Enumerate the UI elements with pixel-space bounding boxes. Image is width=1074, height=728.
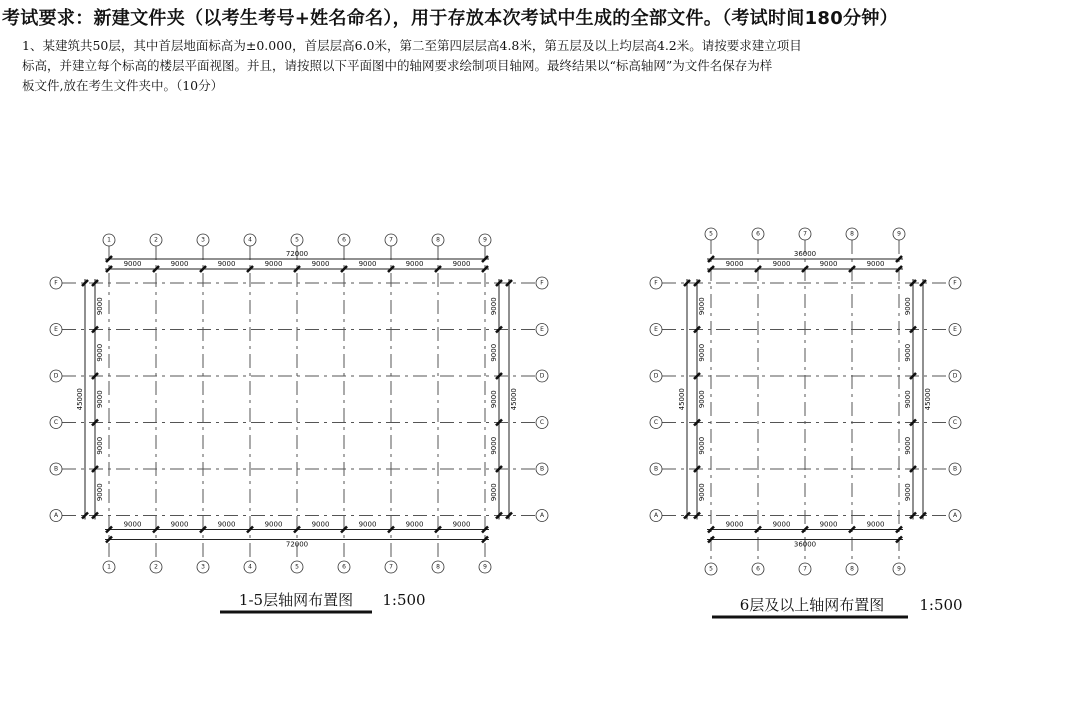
- axis-label: 3: [201, 236, 205, 244]
- bay-dimension-label: 9000: [311, 520, 330, 529]
- bay-dimension-label: 9000: [866, 520, 885, 529]
- axis-label: A: [53, 512, 59, 519]
- axis-label: 5: [709, 230, 713, 238]
- axis-label: 6: [342, 563, 346, 571]
- bay-dimension-label: 9000: [452, 260, 471, 268]
- axis-label: 9: [897, 230, 901, 238]
- bay-dimension-label: 9000: [170, 260, 189, 268]
- bay-dimension-label: 9000: [96, 343, 104, 362]
- bay-dimension-label: 9000: [904, 483, 912, 502]
- bay-dimension-label: 9000: [405, 520, 424, 529]
- bay-dimension-label: 9000: [490, 436, 498, 455]
- bay-dimension-label: 9000: [96, 297, 104, 316]
- bay-dimension-label: 9000: [405, 260, 424, 268]
- axis-label: E: [540, 326, 544, 333]
- bay-dimension-label: 9000: [904, 297, 912, 316]
- axis-label: 4: [248, 563, 252, 571]
- axis-label: 6: [756, 565, 760, 573]
- axis-label: A: [952, 512, 958, 519]
- bay-dimension-label: 9000: [96, 483, 104, 502]
- axis-label: 1: [107, 563, 111, 571]
- axis-label: 4: [248, 236, 252, 244]
- exam-requirements-title: 考试要求：新建文件夹（以考生考号+姓名命名），用于存放本次考试中生成的全部文件。（考试时间180分钟）: [2, 8, 898, 29]
- bay-dimension-label: 9000: [772, 520, 791, 529]
- axis-label: E: [953, 326, 957, 333]
- bay-dimension-label: 9000: [490, 343, 498, 362]
- bay-dimension-label: 9000: [123, 520, 142, 529]
- axis-label: 7: [803, 230, 807, 238]
- axis-label: D: [539, 372, 545, 380]
- bay-dimension-label: 9000: [96, 390, 104, 409]
- axis-label: 6: [342, 236, 346, 244]
- axis-label: 5: [295, 563, 299, 571]
- bay-dimension-label: 9000: [123, 260, 142, 268]
- axis-label: B: [53, 465, 59, 473]
- axis-label: E: [654, 326, 658, 333]
- axis-label: D: [53, 372, 59, 380]
- bay-dimension-label: 9000: [819, 260, 838, 268]
- question-line-2: 标高，并建立每个标高的楼层平面视图。并且，请按照以下平面图中的轴网要求绘制项目轴网。最终结果以“标高轴网”为文件名保存为样: [22, 58, 773, 73]
- bay-dimension-label: 9000: [819, 520, 838, 529]
- total-dimension-label: 45000: [924, 388, 932, 411]
- total-dimension-label: 45000: [510, 388, 518, 411]
- total-dimension-label: 45000: [76, 388, 84, 411]
- bay-dimension-label: 9000: [772, 260, 791, 268]
- axis-label: 8: [436, 236, 440, 244]
- axis-label: 8: [850, 565, 854, 573]
- axis-label: C: [539, 419, 545, 426]
- axis-label: D: [653, 372, 659, 380]
- axis-label: 7: [389, 563, 393, 571]
- bay-dimension-label: 9000: [264, 520, 283, 529]
- total-dimension-label: 72000: [285, 250, 309, 258]
- bay-dimension-label: 9000: [311, 260, 330, 268]
- bay-dimension-label: 9000: [698, 390, 706, 409]
- bay-dimension-label: 9000: [490, 297, 498, 316]
- axis-label: E: [54, 326, 58, 333]
- axis-label: 5: [709, 565, 713, 573]
- plan1-grid: [50, 234, 548, 612]
- bay-dimension-label: 9000: [264, 260, 283, 268]
- bay-dimension-label: 9000: [452, 520, 471, 529]
- bay-dimension-label: 9000: [170, 520, 189, 529]
- axis-label: 1: [107, 236, 111, 244]
- plan2-caption: 6层及以上轴网布置图: [739, 596, 885, 614]
- total-dimension-label: 36000: [793, 540, 817, 549]
- axis-label: 7: [389, 236, 393, 244]
- axis-label: 8: [850, 230, 854, 238]
- axis-label: A: [653, 512, 659, 519]
- bay-dimension-label: 9000: [698, 483, 706, 502]
- axis-label: 9: [483, 563, 487, 571]
- plan1-caption: 1-5层轴网布置图: [238, 591, 354, 609]
- axis-label: 9: [897, 565, 901, 573]
- bay-dimension-label: 9000: [698, 436, 706, 455]
- axis-label: 2: [154, 563, 158, 571]
- axis-label: F: [953, 279, 957, 287]
- bay-dimension-label: 9000: [96, 436, 104, 455]
- axis-label: F: [54, 279, 58, 287]
- bay-dimension-label: 9000: [725, 520, 744, 529]
- bay-dimension-label: 9000: [217, 260, 236, 268]
- bay-dimension-label: 9000: [698, 343, 706, 362]
- axis-label: 8: [436, 563, 440, 571]
- plan2-grid: [650, 228, 963, 617]
- bay-dimension-label: 9000: [866, 260, 885, 268]
- axis-label: 9: [483, 236, 487, 244]
- axis-label: B: [952, 465, 958, 473]
- bay-dimension-label: 9000: [217, 520, 236, 529]
- axis-label: 3: [201, 563, 205, 571]
- bay-dimension-label: 9000: [904, 390, 912, 409]
- question-line-1: 1、某建筑共50层，其中首层地面标高为±0.000，首层层高6.0米，第二至第四层层高4.8米，第五层及以上均层高4.2米。请按要求建立项目: [22, 38, 802, 53]
- axis-label: A: [539, 512, 545, 519]
- bay-dimension-label: 9000: [698, 297, 706, 316]
- axis-label: C: [53, 419, 59, 426]
- bay-dimension-label: 9000: [904, 436, 912, 455]
- plan1-scale: 1:500: [382, 591, 426, 609]
- plan2-scale: 1:500: [919, 596, 963, 614]
- total-dimension-label: 45000: [678, 388, 686, 411]
- question-line-3: 板文件,放在考生文件夹中。（10分）: [22, 78, 224, 93]
- axis-label: F: [654, 279, 658, 287]
- axis-label: C: [952, 419, 958, 426]
- total-dimension-label: 36000: [793, 250, 817, 258]
- bay-dimension-label: 9000: [725, 260, 744, 268]
- axis-label: D: [952, 372, 958, 380]
- bay-dimension-label: 9000: [490, 390, 498, 409]
- bay-dimension-label: 9000: [904, 343, 912, 362]
- axis-label: B: [539, 465, 545, 473]
- total-dimension-label: 72000: [285, 540, 309, 549]
- axis-label: B: [653, 465, 659, 473]
- bay-dimension-label: 9000: [358, 260, 377, 268]
- axis-label: C: [653, 419, 659, 426]
- bay-dimension-label: 9000: [490, 483, 498, 502]
- axis-label: 6: [756, 230, 760, 238]
- bay-dimension-label: 9000: [358, 520, 377, 529]
- axis-label: 5: [295, 236, 299, 244]
- axis-label: 7: [803, 565, 807, 573]
- axis-label: F: [540, 279, 544, 287]
- axis-label: 2: [154, 236, 158, 244]
